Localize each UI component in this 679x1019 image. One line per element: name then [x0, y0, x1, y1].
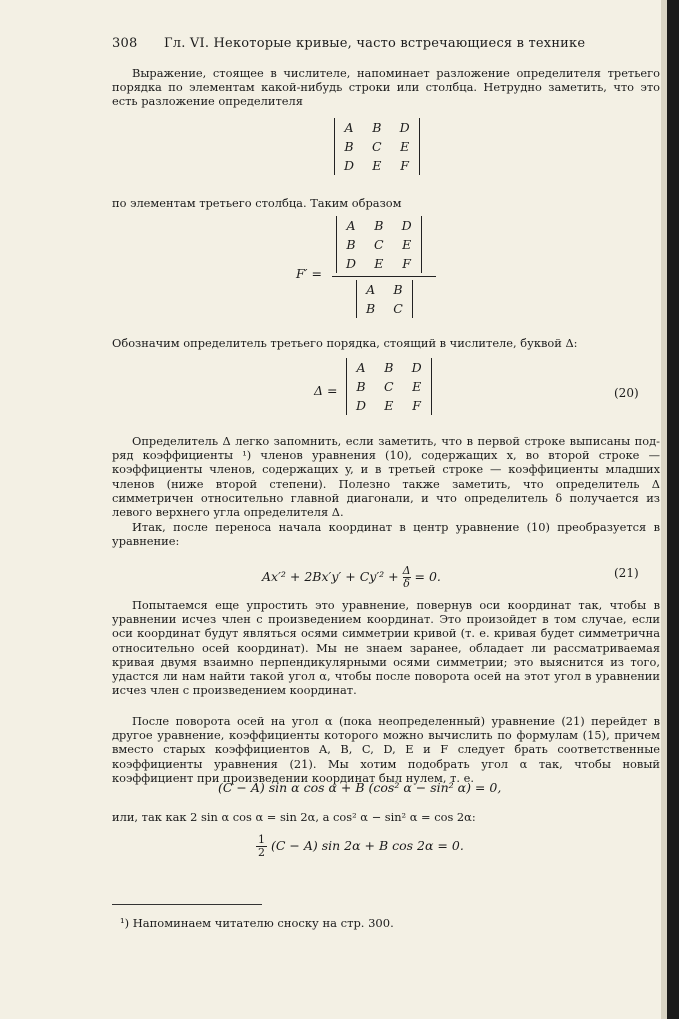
paragraph-4-text: Определитель Δ легко запомнить, если заметить, что в первой строке выписаны под-ряд коэффициенты ¹) членов уравнения (10), содержащих x, во второй строке — коэффициенты членов, содержащих y, и в третьей строке — коэффициенты младших членов (ниже второй степени). Полезно также заметить, что определитель Δ симметричен относительно главной диагонали, и что определитель δ получается из левого верхнего угла определителя Δ. — [112, 434, 660, 520]
determinant-cell: F — [403, 396, 432, 415]
determinant-cell: A — [335, 118, 364, 137]
determinant-cell: B — [384, 280, 412, 299]
footnote-rule — [112, 904, 262, 905]
eq21-frac-numerator: Δ — [402, 564, 411, 577]
paragraph-6 — [112, 598, 660, 697]
determinant-row — [347, 396, 432, 415]
determinant-cell: D — [335, 156, 364, 175]
determinant-cell: C — [384, 379, 394, 394]
determinant-row — [335, 118, 420, 137]
fprime-denominator-determinant — [356, 280, 413, 318]
determinant-row — [347, 377, 432, 396]
equation-21-tail: = 0. — [410, 569, 441, 584]
fprime-label: F′ = — [296, 266, 322, 281]
determinant-cell: D — [403, 358, 432, 377]
determinant-cell: C — [374, 237, 384, 252]
determinant-cell: A — [347, 358, 376, 377]
determinant-cell: D — [393, 216, 422, 235]
determinant-3x3 — [334, 118, 420, 175]
determinant-cell: C — [372, 139, 382, 154]
equation-rotation: (C − A) sin α cos α + B (cos² α − sin² α) = 0, — [218, 780, 502, 795]
determinant-row — [357, 280, 413, 299]
determinant-cell: B — [337, 235, 366, 254]
equation-number-20: (20) — [614, 386, 639, 400]
determinant-row — [337, 254, 422, 273]
determinant-row — [357, 299, 413, 318]
page-number: 308 — [112, 36, 138, 51]
determinant-cell: B — [347, 377, 376, 396]
determinant-cell: B — [335, 137, 364, 156]
equation-number-21: (21) — [614, 566, 639, 580]
determinant-row — [337, 235, 422, 254]
determinant-row — [337, 216, 422, 235]
determinant-cell: D — [337, 254, 366, 273]
determinant-cell: B — [357, 299, 385, 318]
eq21-frac-denominator: δ — [403, 577, 410, 590]
determinant-cell: B — [384, 360, 394, 375]
determinant-cell: A — [357, 280, 385, 299]
equation-21 — [262, 565, 441, 590]
determinant-row — [335, 137, 420, 156]
paragraph-6-text: Попытаемся еще упростить это уравнение, повернув оси координат так, чтобы в уравнении исчез член с произведением координат. Это произойдет в том случае, если оси координат будут являться осями симметрии кривой (т. е. кривая будет симметрична относительно осей координат). Мы не знаем заранее, обладает ли рассматриваемая кривая двумя взаимно перпендикулярными осями симметрии; это выяснится из того, удастся ли нам найти такой угол α, чтобы после поворота осей на этот угол в уравнении исчез член с произведением координат. — [112, 598, 660, 698]
determinant-cell: C — [384, 299, 412, 318]
determinant-row — [335, 156, 420, 175]
paragraph-7-text: После поворота осей на угол α (пока неопределенный) уравнение (21) перейдет в другое уравнение, коэффициенты которого можно вычислить по формулам (15), причем вместо старых коэффициентов A, B, C, D, E и F следует брать соответственные коэффициенты уравнения (21). Мы хотим подобрать угол α так, чтобы новый коэффициент при произведении координат был нулем, т. е. — [112, 714, 660, 785]
determinant-cell: A — [337, 216, 366, 235]
determinant-row — [347, 358, 432, 377]
fprime-numerator-determinant — [336, 216, 422, 273]
equation-half — [256, 834, 464, 859]
paragraph-5-text: Итак, после переноса начала координат в центр уравнение (10) преобразуется в уравнение: — [112, 520, 660, 549]
delta-determinant — [346, 358, 432, 415]
footnote: ¹) Напоминаем читателю сноску на стр. 300. — [120, 916, 394, 930]
determinant-cell: E — [374, 256, 384, 271]
paragraph-2-text: по элементам третьего столбца. Таким образом — [112, 196, 402, 210]
paragraph-3 — [112, 336, 660, 350]
determinant-cell: E — [372, 158, 382, 173]
determinant-cell: E — [391, 137, 420, 156]
equation-21-main: Ax′² + 2Bx′y′ + Cy′² + — [262, 569, 403, 584]
paragraph-1-text: Выражение, стоящее в числителе, напоминает разложение определителя третьего порядка по элементам какой-нибудь строки или столбца. Нетрудно заметить, что это есть разложение определителя — [112, 66, 660, 109]
paragraph-5 — [112, 520, 660, 548]
paragraph-8 — [112, 810, 660, 824]
paragraph-8-text: или, так как 2 sin α cos α = sin 2α, а cos² α − sin² α = cos 2α: — [112, 810, 476, 824]
paragraph-4 — [112, 434, 660, 519]
determinant-cell: D — [391, 118, 420, 137]
half-frac-denominator: 2 — [258, 846, 265, 859]
paragraph-3-text: Обозначим определитель третьего порядка, стоящий в числителе, буквой Δ: — [112, 336, 578, 350]
fraction-bar — [332, 276, 436, 277]
determinant-cell: E — [393, 235, 422, 254]
determinant-cell: F — [391, 156, 420, 175]
half-frac-numerator: 1 — [258, 833, 265, 846]
paragraph-2 — [112, 196, 660, 210]
determinant-cell: E — [384, 398, 394, 413]
paragraph-7 — [112, 714, 660, 785]
determinant-cell: B — [374, 218, 384, 233]
determinant-cell: F — [393, 254, 422, 273]
determinant-cell: B — [372, 120, 382, 135]
chapter-title: Гл. VI. Некоторые кривые, часто встречающиеся в технике — [164, 36, 586, 51]
delta-label: Δ = — [314, 383, 338, 398]
equation-half-tail: (C − A) sin 2α + B cos 2α = 0. — [270, 838, 464, 853]
paragraph-1 — [112, 66, 660, 109]
determinant-cell: D — [347, 396, 376, 415]
determinant-cell: E — [403, 377, 432, 396]
page-edge — [667, 0, 679, 1019]
